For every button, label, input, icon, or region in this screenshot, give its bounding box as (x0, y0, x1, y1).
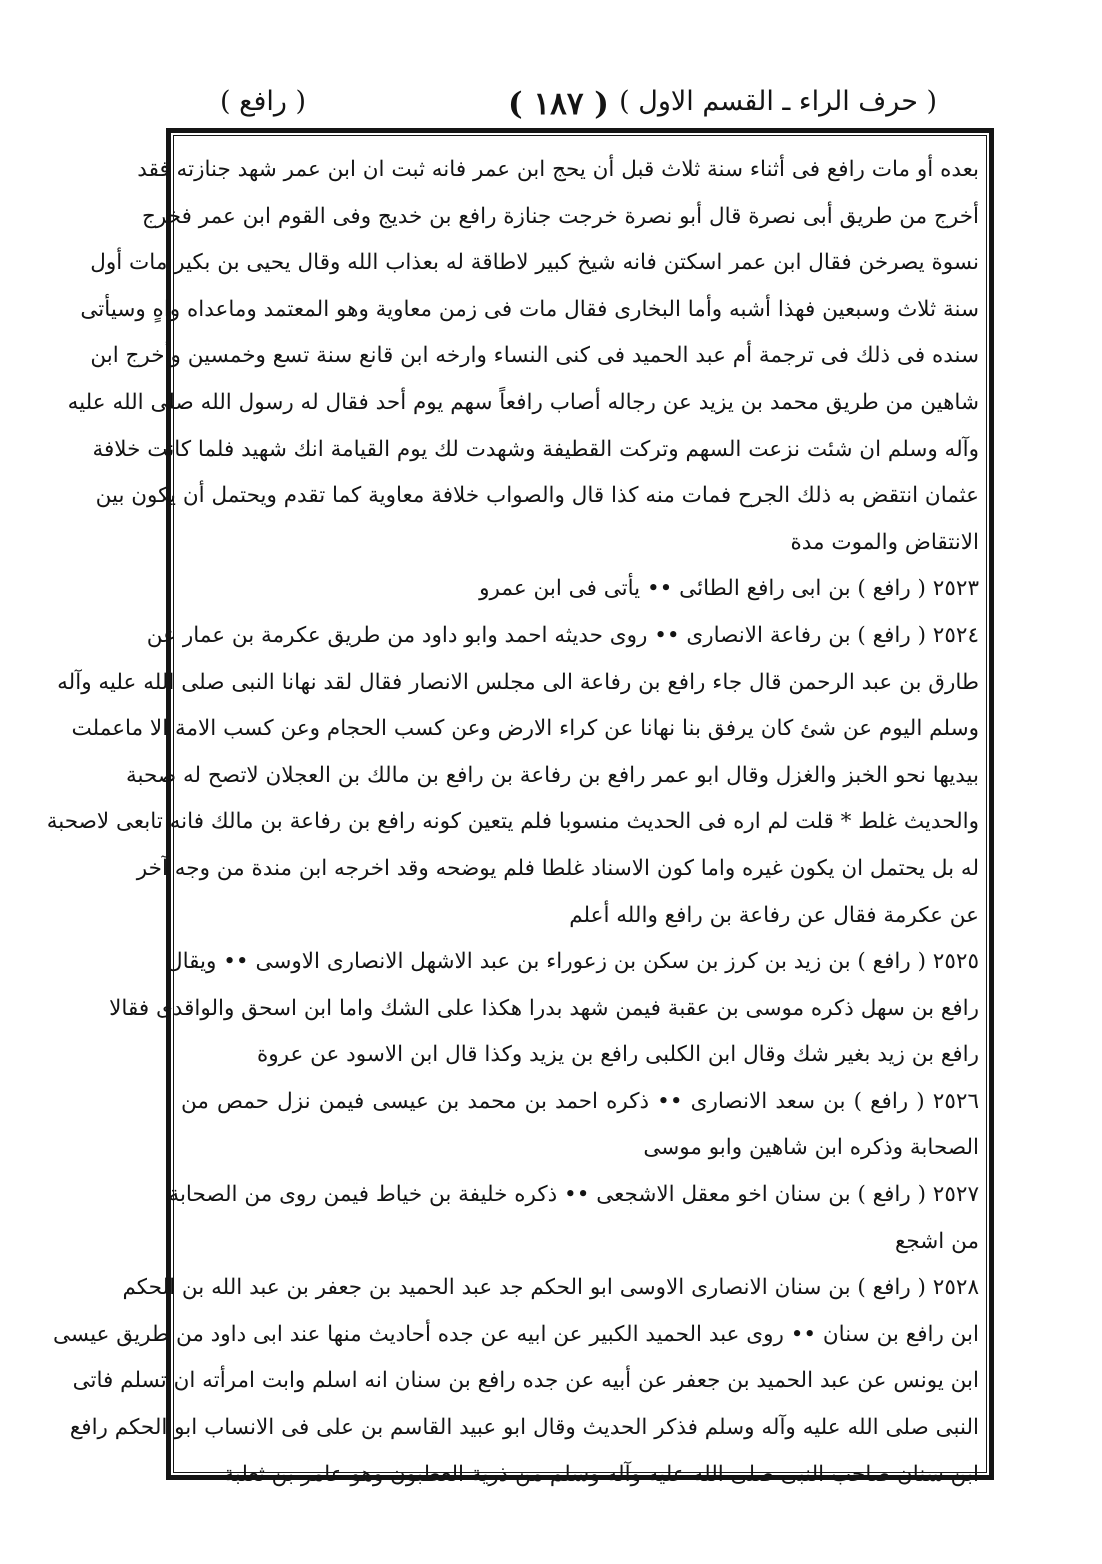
page-body (46, 147, 979, 1487)
text-line: رافع بن سهل ذكره موسى بن عقبة فيمن شهد بدرا هكذا على الشك واما ابن اسحق والواقدى فقالا (109, 995, 979, 1021)
text-line: سنة ثلاث وسبعين فهذا أشبه وأما البخارى فقال مات فى زمن معاوية وهو المعتمد وماعداه واهٍ وسيأتى (80, 296, 979, 322)
entry-2527: ٢٥٢٧ ( رافع ) بن سنان اخو معقل الاشجعى •• ذكره خليفة بن خياط فيمن روى من الصحابة (168, 1182, 979, 1208)
text-line: شاهين من طريق محمد بن يزيد عن رجاله أصاب رافعاً سهم يوم أحد فقال له رسول الله صلى الله عليه (67, 389, 979, 415)
text-line: رافع بن زيد بغير شك وقال ابن الكلبى رافع بن يزيد وكذا قال ابن الاسود عن عروة (256, 1042, 979, 1068)
text-line: وآله وسلم ان شئت نزعت السهم وتركت القطيفة وشهدت لك يوم القيامة انك شهيد فلما كانت خلافة (92, 436, 979, 462)
text-line: النبى صلى الله عليه وآله وسلم فذكر الحديث وقال ابو عبيد القاسم بن على فى الانساب ابو الحكم رافع (69, 1415, 979, 1441)
text-line: له بل يحتمل ان يكون غيره واما كون الاسناد غلطا فلم يوضحه وقد اخرجه ابن مندة من وجه آخر (136, 855, 979, 881)
page-header (180, 86, 937, 132)
text-line: عثمان انتقض به ذلك الجرح فمات منه كذا قال والصواب خلافة معاوية كما تقدم ويحتمل أن يكون بين (95, 483, 979, 509)
text-line: ابن سنان صاحب النبى صلى الله عليه وآله وسلم من ذرية العطبون وهو عامر بن ثعلبة (223, 1461, 979, 1487)
text-line: أخرج من طريق أبى نصرة قال أبو نصرة خرجت جنازة رافع بن خديج وفى القوم ابن عمر فخرج (142, 203, 979, 229)
text-line: بعده أو مات رافع فى أثناء سنة ثلاث قبل أن يحج ابن عمر فانه ثبت ان ابن عمر شهد جنازته فقد (137, 157, 979, 182)
entry-running-head: ( رافع ) (220, 86, 307, 117)
text-line: سنده فى ذلك فى ترجمة أم عبد الحميد فى كنى النساء وارخه ابن قانع سنة تسع وخمسين وأخرج ابن (90, 343, 979, 369)
section-title: ( حرف الراء ـ القسم الاول ) (619, 86, 937, 117)
entry-2523: ٢٥٢٣ ( رافع ) بن ابى رافع الطائى •• يأتى فى ابن عمرو (479, 576, 979, 602)
text-frame (46, 128, 994, 1487)
text-line: ابن رافع بن سنان •• روى عبد الحميد الكبير عن ابيه عن جده أحاديث منها عند ابى داود من طريق عيسى (52, 1321, 979, 1347)
text-line: وسلم اليوم عن شئ كان يرفق بنا نهانا عن كراء الارض وعن كسب الحجام وعن كسب الامة الا ماعملت (71, 716, 979, 742)
entry-2524: ٢٥٢٤ ( رافع ) بن رفاعة الانصارى •• روى حديثه احمد وابو داود من طريق عكرمة بن عمار عن (146, 622, 979, 648)
entry-2525: ٢٥٢٥ ( رافع ) بن زيد بن كرز بن سكن بن زعوراء بن عبد الاشهل الانصارى الاوسى •• ويقال (167, 949, 979, 975)
text-line: الانتقاض والموت مدة (790, 529, 979, 555)
text-line: الصحابة وذكره ابن شاهين وابو موسى (643, 1135, 979, 1161)
entry-2528: ٢٥٢٨ ( رافع ) بن سنان الانصارى الاوسى ابو الحكم جد عبد الحميد بن جعفر بن عبد الله بن الحكم (122, 1275, 979, 1301)
text-line: ابن يونس عن عبد الحميد بن جعفر عن أبيه عن جده رافع بن سنان انه اسلم وابت امرأته ان تسلم فاتى (72, 1368, 979, 1394)
text-line: والحديث غلط * قلت لم اره فى الحديث منسوبا فلم يتعين كونه رافع بن رفاعة بن مالك فانه تابعى لاصحبة (46, 809, 979, 835)
page-number: ( ١٨٧ ) (508, 86, 609, 122)
text-line: من اشجع (894, 1228, 979, 1254)
text-line: بيديها نحو الخبز والغزل وقال ابو عمر رافع بن رفاعة بن رافع بن مالك بن العجلان لاتصح له صحبة (126, 762, 979, 788)
text-line: نسوة يصرخن فقال ابن عمر اسكتن فانه شيخ كبير لاطاقة له بعذاب الله وقال يحيى بن بكير مات أول (90, 250, 979, 276)
entry-2526: ٢٥٢٦ ( رافع ) بن سعد الانصارى •• ذكره احمد بن محمد بن عيسى فيمن نزل حمص من (181, 1088, 979, 1114)
text-line: عن عكرمة فقال عن رفاعة بن رافع والله أعلم (569, 902, 979, 928)
text-line: طارق بن عبد الرحمن قال جاء رافع بن رفاعة الى مجلس الانصار فقال لقد نهانا النبى صلى الله عليه وآله (57, 669, 979, 695)
